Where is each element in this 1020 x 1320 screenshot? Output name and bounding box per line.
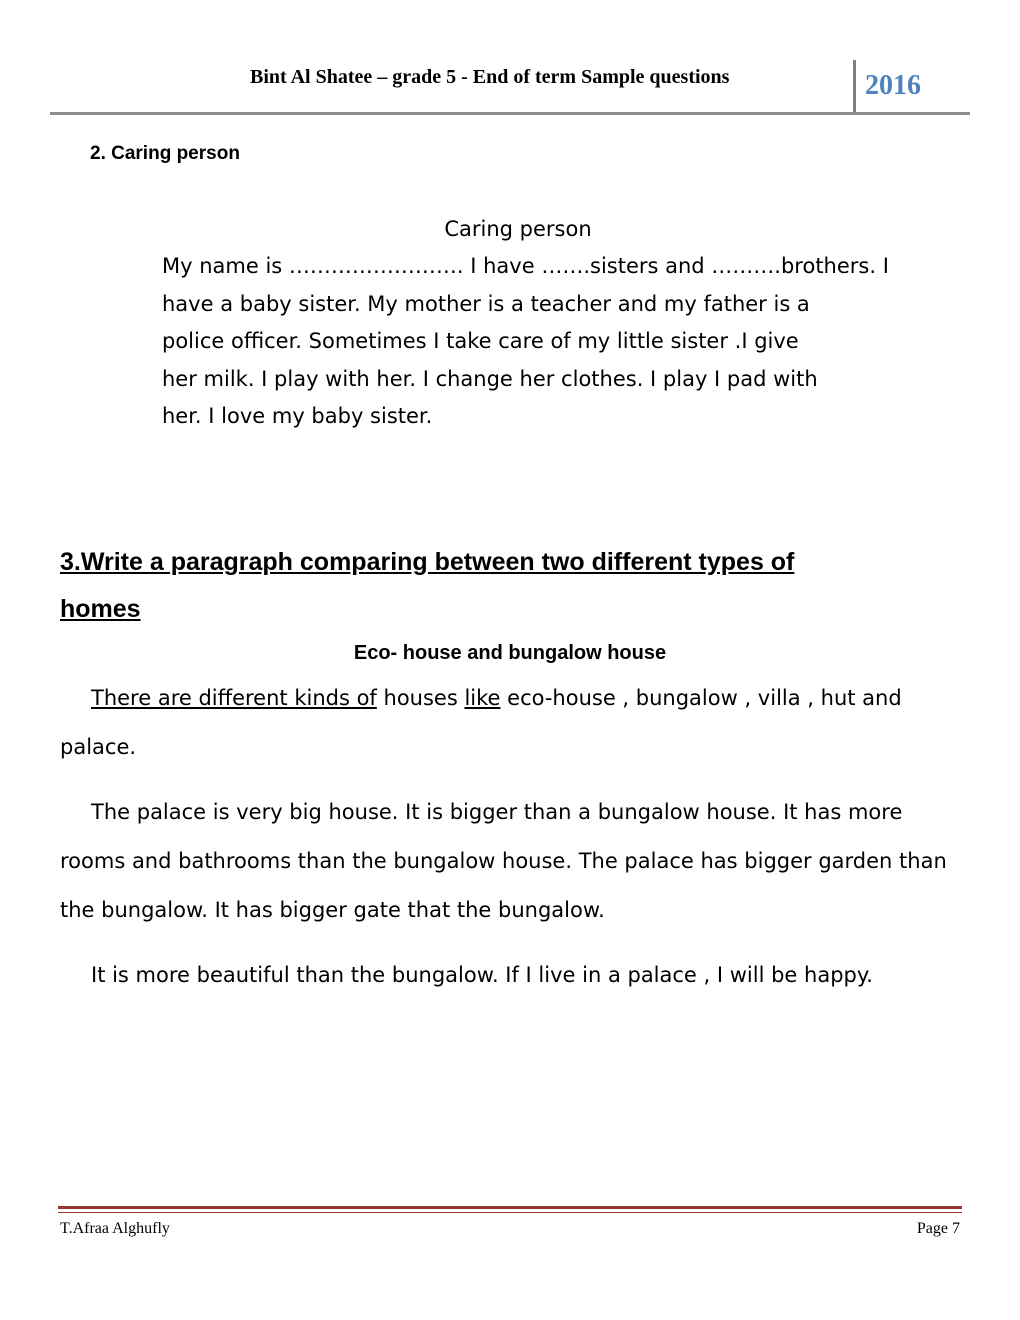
- paragraph-2-line: The palace is very big house. It is bigger than a bungalow house. It has more: [91, 800, 903, 824]
- footer-author: T.Afraa Alghufly: [60, 1220, 170, 1237]
- section-3-heading-continued: homes: [60, 595, 141, 623]
- paragraph-1-line-2: palace.: [60, 735, 137, 759]
- section-3-subtitle: Eco- house and bungalow house: [353, 642, 667, 664]
- text-segment: eco-house , bungalow , villa , hut and: [500, 686, 902, 710]
- caring-person-title: Caring person: [444, 217, 592, 241]
- footer-rule: [58, 1206, 962, 1209]
- paragraph-1-line-1: [91, 686, 902, 710]
- paragraph-3-line: It is more beautiful than the bungalow. If I live in a palace , I will be happy.: [91, 963, 873, 987]
- caring-person-line: have a baby sister. My mother is a teacher and my father is a: [162, 292, 810, 316]
- page-number: Page 7: [916, 1220, 960, 1237]
- section-3-heading: 3.Write a paragraph comparing between two different types of: [60, 548, 795, 576]
- header-rule: [50, 112, 970, 115]
- header-year: 2016: [865, 70, 921, 101]
- paragraph-2-line: the bungalow. It has bigger gate that the bungalow.: [60, 898, 605, 922]
- caring-person-line: My name is ……………………. I have …….sisters and ……….brothers. I: [162, 254, 889, 278]
- section-2-heading: 2. Caring person: [90, 143, 240, 164]
- text-segment: houses: [376, 686, 465, 710]
- caring-person-line: her milk. I play with her. I change her clothes. I play I pad with: [162, 367, 818, 391]
- caring-person-line: police officer. Sometimes I take care of my little sister .I give: [162, 329, 799, 353]
- header-divider: [853, 60, 856, 114]
- footer-rule-thin: [58, 1212, 962, 1213]
- paragraph-2-line: rooms and bathrooms than the bungalow house. The palace has bigger garden than: [60, 849, 947, 873]
- header-title: Bint Al Shatee – grade 5 - End of term Sample questions: [250, 66, 730, 88]
- underlined-word: like: [464, 686, 501, 710]
- caring-person-line: her. I love my baby sister.: [162, 404, 433, 428]
- underlined-phrase: There are different kinds of: [91, 686, 377, 710]
